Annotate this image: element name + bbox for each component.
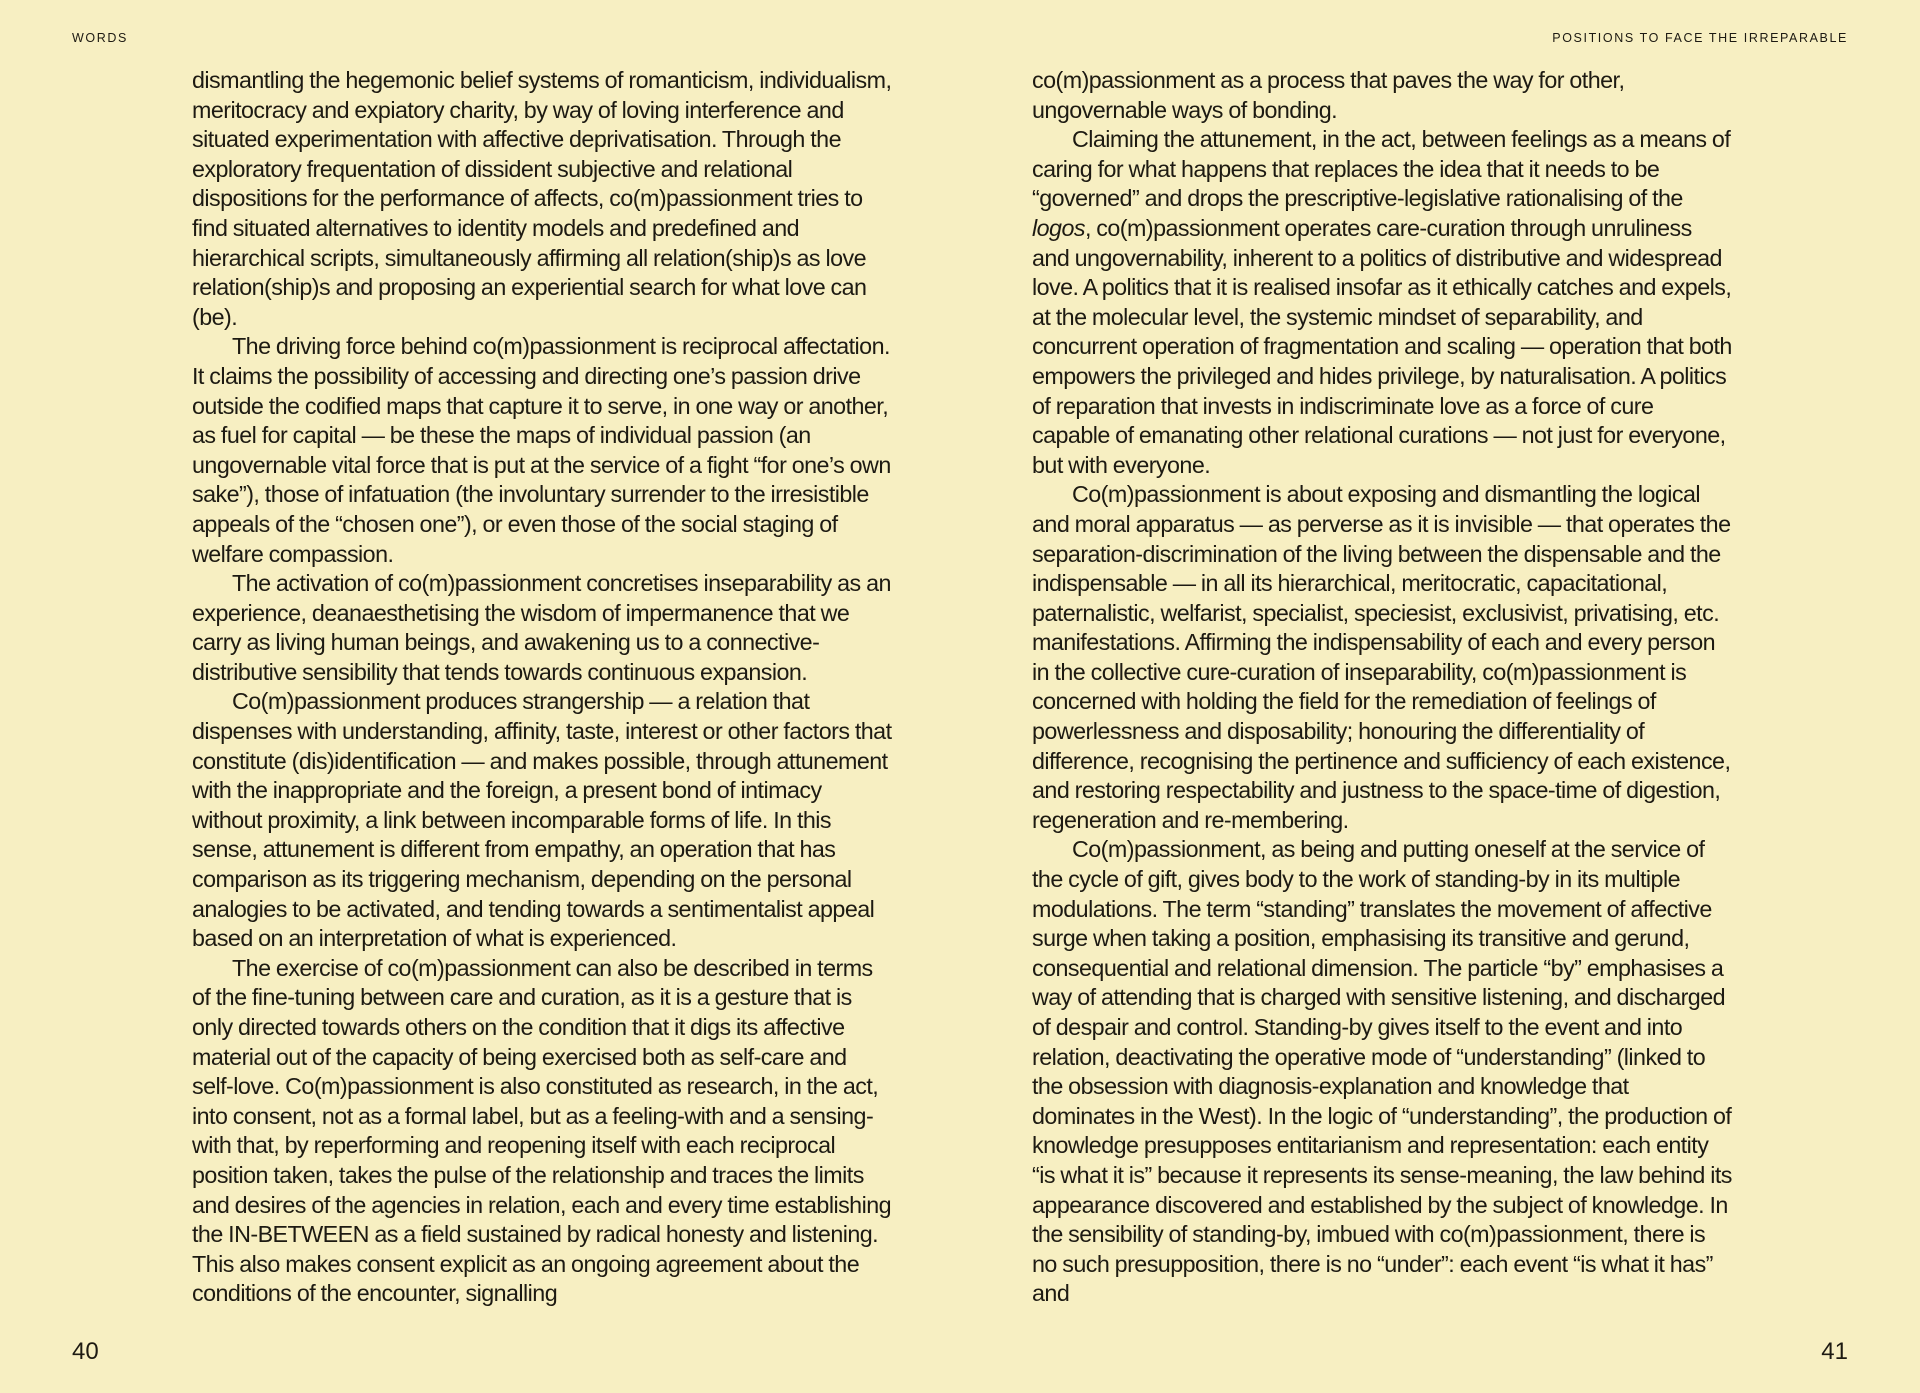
paragraph: Co(m)passionment is about exposing and dismantling the logical and moral apparatus — as perverse as it is invisible — that operates the separation-discrimination of the living between the dispensable and the indispensable — in all its hierarchical, meritocratic, capacitational, paternalistic, welfarist, specialist, speciesist, exclusivist, privatising, etc. manifestations. Affirming the indispensability of each and every person in the collective cure-curation of inseparability, co(m)passionment is concerned with holding the field for the remediation of feelings of powerlessness and disposability; honouring the differentiality of difference, recognising the pertinence and sufficiency of each existence, and restoring respectability and justness to the space-time of digestion, regeneration and re-membering. [1032, 481, 1731, 833]
paragraph-text: , co(m)passionment operates care-curation through unruliness and ungovernability, inherent to a politics of distributive and widespread love. A politics that it is realised insofar as it ethically catches and expels, at the molecular level, the systemic mindset of separability, and concurrent operation of fragmentation and scaling — operation that both empowers the privileged and hides privilege, by naturalisation. A politics of reparation that invests in indiscriminate love as a force of cure capable of emanating other relational curations — not just for everyone, but with everyone. [1032, 214, 1732, 478]
paragraph: Co(m)passionment, as being and putting oneself at the service of the cycle of gift, gives body to the work of standing-by in its multiple modulations. The term “standing” translates the movement of affective surge when taking a position, emphasising its transitive and gerund, consequential and relational dimension. The particle “by” emphasises a way of attending that is charged with sensitive listening, and discharged of despair and control. Standing-by gives itself to the event and into relation, deactivating the operative mode of “understanding” (linked to the obsession with diagnosis-explanation and knowledge that dominates in the West). In the logic of “understanding”, the production of knowledge presupposes entitarianism and representation: each entity “is what it is” because it represents its sense-meaning, the law behind its appearance discovered and established by the subject of knowledge. In the sensibility of standing-by, imbued with co(m)passionment, there is no such presupposition, there is no “under”: each event “is what it has” and [1032, 836, 1732, 1307]
right-page-text [1032, 66, 1732, 1309]
paragraph [1032, 125, 1732, 480]
paragraph: The exercise of co(m)passionment can also be described in terms of the fine-tuning between care and curation, as it is a gesture that is only directed towards others on the condition that it digs its affective material out of the capacity of being exercised both as self-care and self-love. Co(m)passionment is also constituted as research, in the act, into consent, not as a formal label, but as a feeling-with and a sensing-with that, by reperforming and reopening itself with each reciprocal position taken, takes the pulse of the relationship and traces the limits and desires of the agencies in relation, each and every time establishing the IN-BETWEEN as a field sustained by radical honesty and listening. This also makes consent explicit as an ongoing agreement about the conditions of the encounter, signalling [192, 954, 892, 1307]
paragraph-text: Claiming the attunement, in the act, between feelings as a means of caring for what happens that replaces the idea that it needs to be “governed” and drops the prescriptive-legislative rationalising of the [1032, 126, 1731, 212]
paragraph: co(m)passionment as a process that paves the way for other, ungovernable ways of bonding. [1032, 67, 1625, 123]
paragraph: dismantling the hegemonic belief systems of romanticism, individualism, meritocracy and expiatory charity, by way of loving interference and situated experimentation with affective deprivatisation. Through the exploratory frequentation of dissident subjective and relational dispositions for the performance of affects, co(m)passionment tries to find situated alternatives to identity models and predefined and hierarchical scripts, simultaneously affirming all relation(ship)s as love relation(ship)s and proposing an experiential search for what love can (be). [192, 67, 892, 330]
paragraph: The activation of co(m)passionment concretises inseparability as an experience, deanaesthetising the wisdom of impermanence that we carry as living human beings, and awakening us to a connective-distributive sensibility that tends towards continuous expansion. [192, 570, 891, 685]
paragraph: The driving force behind co(m)passionment is reciprocal affectation. It claims the possibility of accessing and directing one’s passion drive outside the codified maps that capture it to serve, in one way or another, as fuel for capital — be these the maps of individual passion (an ungovernable vital force that is put at the service of a fight “for one’s own sake”), those of infatuation (the involuntary surrender to the irresistible appeals of the “chosen one”), or even those of the social staging of welfare compassion. [192, 333, 891, 567]
emphasis-logos: logos [1032, 214, 1085, 241]
page-number-right: 41 [1821, 1338, 1848, 1365]
running-head-right: POSITIONS TO FACE THE IRREPARABLE [1552, 31, 1848, 45]
running-head-left: WORDS [72, 31, 128, 45]
page-number-left: 40 [72, 1338, 99, 1365]
paragraph: Co(m)passionment produces strangership — a relation that dispenses with understanding, affinity, taste, interest or other factors that constitute (dis)identification — and makes possible, through attunement with the inappropriate and the foreign, a present bond of intimacy without proximity, a link between incomparable forms of life. In this sense, attunement is different from empathy, an operation that has comparison as its triggering mechanism, depending on the personal analogies to be activated, and tending towards a sentimentalist appeal based on an interpretation of what is experienced. [192, 688, 892, 952]
left-page-text [192, 66, 892, 1309]
